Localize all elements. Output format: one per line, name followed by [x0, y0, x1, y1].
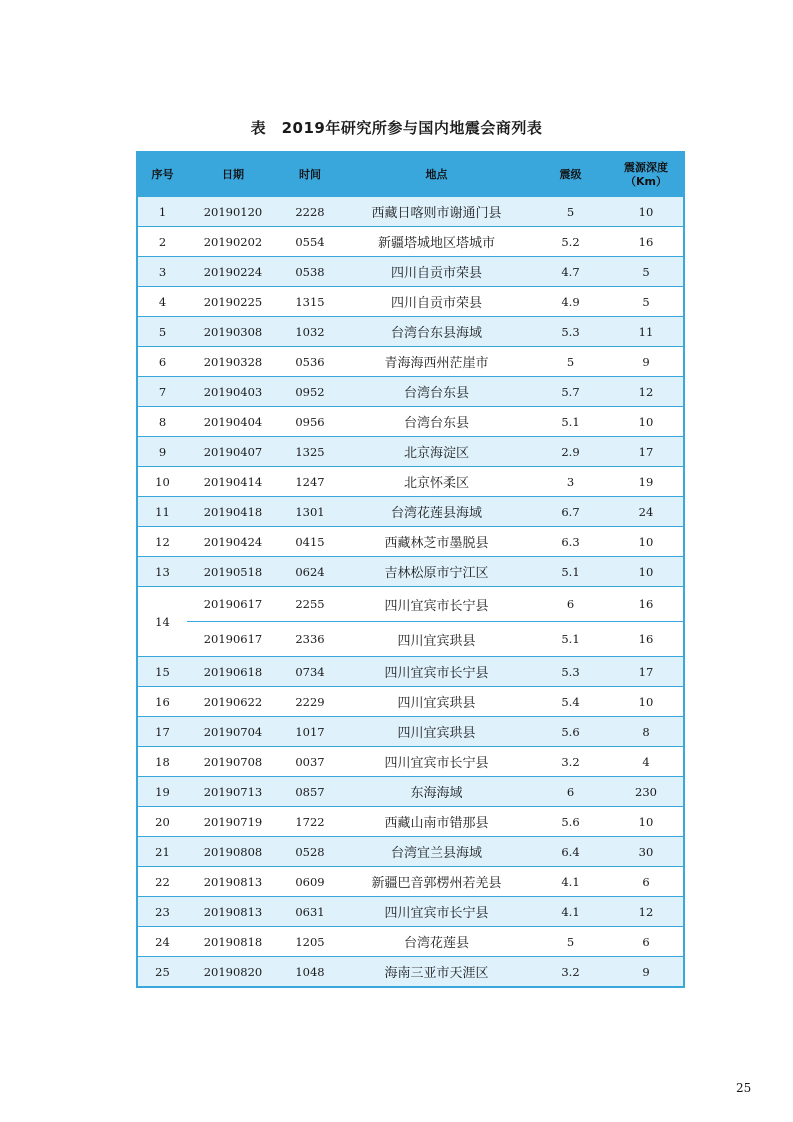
cell-magnitude: 5.3 [532, 317, 609, 347]
cell-time: 1032 [279, 317, 341, 347]
cell-index: 4 [137, 287, 187, 317]
cell-place: 四川宜宾市长宁县 [341, 657, 532, 687]
cell-index: 25 [137, 957, 187, 988]
cell-magnitude: 6 [532, 777, 609, 807]
cell-index: 3 [137, 257, 187, 287]
table-row [137, 287, 684, 317]
cell-place: 西藏日喀则市谢通门县 [341, 197, 532, 227]
cell-index: 8 [137, 407, 187, 437]
cell-magnitude: 5.1 [532, 622, 609, 657]
cell-magnitude: 4.7 [532, 257, 609, 287]
cell-index: 5 [137, 317, 187, 347]
cell-date: 20190414 [187, 467, 279, 497]
table-row [137, 687, 684, 717]
cell-time: 0554 [279, 227, 341, 257]
cell-depth: 24 [609, 497, 684, 527]
header-index: 序号 [137, 152, 187, 197]
cell-depth: 30 [609, 837, 684, 867]
cell-place: 台湾台东县海域 [341, 317, 532, 347]
cell-time: 2336 [279, 622, 341, 657]
cell-depth: 19 [609, 467, 684, 497]
table-row [137, 497, 684, 527]
cell-depth: 9 [609, 957, 684, 988]
table-row [137, 257, 684, 287]
cell-date: 20190618 [187, 657, 279, 687]
cell-time: 1301 [279, 497, 341, 527]
cell-date: 20190407 [187, 437, 279, 467]
cell-time: 1205 [279, 927, 341, 957]
cell-time: 0952 [279, 377, 341, 407]
cell-time: 0609 [279, 867, 341, 897]
cell-depth: 10 [609, 407, 684, 437]
cell-time: 1017 [279, 717, 341, 747]
cell-place: 台湾宜兰县海域 [341, 837, 532, 867]
cell-time: 0734 [279, 657, 341, 687]
cell-index: 10 [137, 467, 187, 497]
cell-depth: 16 [609, 622, 684, 657]
header-time: 时间 [279, 152, 341, 197]
table-row [137, 587, 684, 622]
cell-place: 西藏山南市错那县 [341, 807, 532, 837]
table-row [137, 347, 684, 377]
cell-place: 西藏林芝市墨脱县 [341, 527, 532, 557]
table-row [137, 657, 684, 687]
cell-magnitude: 4.1 [532, 867, 609, 897]
cell-place: 四川自贡市荣县 [341, 287, 532, 317]
cell-depth: 230 [609, 777, 684, 807]
cell-magnitude: 6.4 [532, 837, 609, 867]
table-row [137, 807, 684, 837]
table-row [137, 527, 684, 557]
cell-date: 20190308 [187, 317, 279, 347]
cell-index: 18 [137, 747, 187, 777]
cell-depth: 9 [609, 347, 684, 377]
cell-time: 1722 [279, 807, 341, 837]
cell-index: 16 [137, 687, 187, 717]
cell-place: 四川宜宾珙县 [341, 687, 532, 717]
cell-time: 1048 [279, 957, 341, 988]
cell-place: 台湾台东县 [341, 377, 532, 407]
table-title: 表 2019年研究所参与国内地震会商列表 [250, 119, 543, 137]
cell-place: 四川宜宾珙县 [341, 717, 532, 747]
cell-time: 0956 [279, 407, 341, 437]
cell-index: 6 [137, 347, 187, 377]
cell-time: 0415 [279, 527, 341, 557]
cell-date: 20190328 [187, 347, 279, 377]
cell-date: 20190813 [187, 897, 279, 927]
table-row [137, 227, 684, 257]
header-magnitude: 震级 [532, 152, 609, 197]
cell-place: 四川宜宾市长宁县 [341, 587, 532, 622]
cell-date: 20190820 [187, 957, 279, 988]
cell-place: 台湾花莲县 [341, 927, 532, 957]
cell-magnitude: 5.3 [532, 657, 609, 687]
cell-depth: 4 [609, 747, 684, 777]
cell-magnitude: 5.2 [532, 227, 609, 257]
table-row [137, 467, 684, 497]
page-number: 25 [736, 1081, 752, 1095]
table-body [137, 197, 684, 987]
cell-depth: 17 [609, 657, 684, 687]
cell-time: 0536 [279, 347, 341, 377]
header-depth [609, 152, 684, 197]
table-row [137, 717, 684, 747]
cell-time: 2228 [279, 197, 341, 227]
cell-depth: 11 [609, 317, 684, 347]
cell-date: 20190719 [187, 807, 279, 837]
cell-index: 12 [137, 527, 187, 557]
table-row [137, 867, 684, 897]
cell-date: 20190404 [187, 407, 279, 437]
table-header-row [137, 152, 684, 197]
cell-date: 20190813 [187, 867, 279, 897]
cell-magnitude: 5 [532, 197, 609, 227]
cell-index: 15 [137, 657, 187, 687]
cell-date: 20190224 [187, 257, 279, 287]
cell-date: 20190713 [187, 777, 279, 807]
cell-place: 台湾花莲县海域 [341, 497, 532, 527]
table-row [137, 377, 684, 407]
header-place: 地点 [341, 152, 532, 197]
cell-magnitude: 2.9 [532, 437, 609, 467]
cell-magnitude: 6 [532, 587, 609, 622]
cell-date: 20190708 [187, 747, 279, 777]
cell-depth: 10 [609, 197, 684, 227]
cell-place: 新疆巴音郭楞州若羌县 [341, 867, 532, 897]
cell-time: 0528 [279, 837, 341, 867]
cell-place: 海南三亚市天涯区 [341, 957, 532, 988]
cell-magnitude: 5.6 [532, 807, 609, 837]
table-row [137, 407, 684, 437]
cell-time: 0538 [279, 257, 341, 287]
cell-magnitude: 4.9 [532, 287, 609, 317]
cell-date: 20190818 [187, 927, 279, 957]
cell-magnitude: 5 [532, 347, 609, 377]
table-row [137, 437, 684, 467]
cell-time: 1325 [279, 437, 341, 467]
cell-date: 20190225 [187, 287, 279, 317]
cell-time: 2255 [279, 587, 341, 622]
cell-index: 20 [137, 807, 187, 837]
cell-magnitude: 5.6 [532, 717, 609, 747]
cell-time: 1247 [279, 467, 341, 497]
cell-time: 0037 [279, 747, 341, 777]
cell-depth: 17 [609, 437, 684, 467]
cell-depth: 6 [609, 867, 684, 897]
cell-index: 21 [137, 837, 187, 867]
cell-index: 19 [137, 777, 187, 807]
cell-depth: 6 [609, 927, 684, 957]
cell-index: 14 [137, 587, 187, 657]
cell-date: 20190704 [187, 717, 279, 747]
table-row [137, 747, 684, 777]
cell-depth: 5 [609, 257, 684, 287]
cell-depth: 10 [609, 687, 684, 717]
cell-magnitude: 6.3 [532, 527, 609, 557]
cell-magnitude: 3 [532, 467, 609, 497]
cell-magnitude: 6.7 [532, 497, 609, 527]
cell-index: 2 [137, 227, 187, 257]
header-date: 日期 [187, 152, 279, 197]
table-row [137, 957, 684, 988]
cell-index: 9 [137, 437, 187, 467]
cell-index: 1 [137, 197, 187, 227]
cell-depth: 8 [609, 717, 684, 747]
cell-date: 20190808 [187, 837, 279, 867]
table-row [137, 927, 684, 957]
cell-time: 0857 [279, 777, 341, 807]
header-depth-line1: 震源深度 [624, 161, 668, 174]
table-row [137, 837, 684, 867]
cell-magnitude: 3.2 [532, 747, 609, 777]
header-depth-line2: （Km） [625, 175, 667, 188]
cell-depth: 10 [609, 557, 684, 587]
cell-place: 吉林松原市宁江区 [341, 557, 532, 587]
cell-place: 北京海淀区 [341, 437, 532, 467]
cell-index: 7 [137, 377, 187, 407]
cell-place: 四川自贡市荣县 [341, 257, 532, 287]
cell-index: 13 [137, 557, 187, 587]
cell-index: 17 [137, 717, 187, 747]
cell-date: 20190403 [187, 377, 279, 407]
earthquake-table [136, 151, 685, 988]
cell-time: 1315 [279, 287, 341, 317]
table-row [137, 777, 684, 807]
cell-index: 22 [137, 867, 187, 897]
cell-depth: 16 [609, 587, 684, 622]
cell-date: 20190518 [187, 557, 279, 587]
cell-depth: 12 [609, 897, 684, 927]
cell-index: 11 [137, 497, 187, 527]
cell-place: 四川宜宾市长宁县 [341, 897, 532, 927]
cell-index: 24 [137, 927, 187, 957]
cell-magnitude: 5 [532, 927, 609, 957]
cell-date: 20190617 [187, 622, 279, 657]
cell-place: 四川宜宾市长宁县 [341, 747, 532, 777]
cell-place: 青海海西州茫崖市 [341, 347, 532, 377]
cell-time: 0631 [279, 897, 341, 927]
cell-place: 新疆塔城地区塔城市 [341, 227, 532, 257]
cell-place: 四川宜宾珙县 [341, 622, 532, 657]
cell-magnitude: 4.1 [532, 897, 609, 927]
cell-date: 20190202 [187, 227, 279, 257]
cell-magnitude: 3.2 [532, 957, 609, 988]
cell-place: 台湾台东县 [341, 407, 532, 437]
cell-depth: 10 [609, 527, 684, 557]
cell-date: 20190120 [187, 197, 279, 227]
table-row [137, 317, 684, 347]
cell-date: 20190622 [187, 687, 279, 717]
cell-date: 20190418 [187, 497, 279, 527]
table-row [137, 622, 684, 657]
cell-magnitude: 5.7 [532, 377, 609, 407]
cell-place: 东海海域 [341, 777, 532, 807]
cell-time: 0624 [279, 557, 341, 587]
table-row [137, 897, 684, 927]
cell-time: 2229 [279, 687, 341, 717]
cell-depth: 5 [609, 287, 684, 317]
cell-index: 23 [137, 897, 187, 927]
cell-depth: 10 [609, 807, 684, 837]
cell-magnitude: 5.1 [532, 557, 609, 587]
cell-date: 20190424 [187, 527, 279, 557]
table-row [137, 557, 684, 587]
cell-depth: 12 [609, 377, 684, 407]
cell-depth: 16 [609, 227, 684, 257]
table-row [137, 197, 684, 227]
cell-magnitude: 5.1 [532, 407, 609, 437]
cell-date: 20190617 [187, 587, 279, 622]
cell-magnitude: 5.4 [532, 687, 609, 717]
cell-place: 北京怀柔区 [341, 467, 532, 497]
